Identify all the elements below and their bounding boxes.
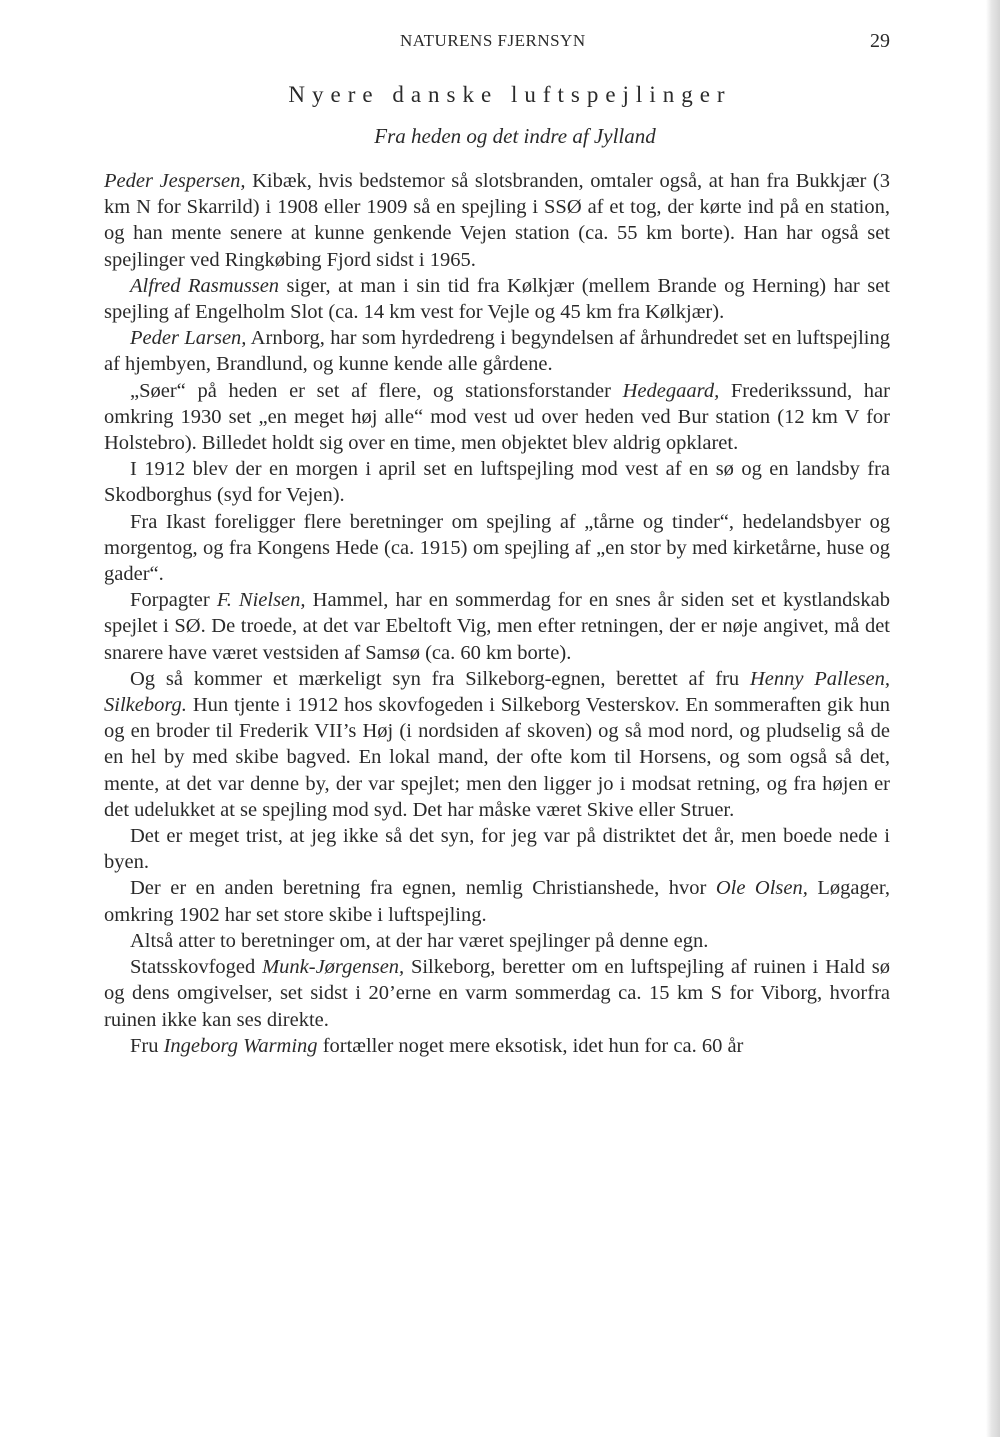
paragraph-text: Forpagter [130, 589, 217, 612]
paragraph-text: I 1912 blev der en morgen i april set en luftspejling mod vest af en sø og en landsby fra Skodborghus (syd for Vejen). [104, 458, 890, 507]
italic-name-text: Alfred Rasmussen [130, 274, 280, 297]
page-edge-shadow [986, 0, 1000, 1437]
paragraph-text: Hun tjente i 1912 hos skovfogeden i Silkeborg Vesterskov. En sommeraften gik hun og en broder til Frederik VII’s Høj (i nordsiden af skoven) og så mod nord, og pludselig så de en hel by med skibe bagved. En lokal mand, der ofte kom til Horsens, og som også så det, mente, at det var denne by, der var spejlet; men den ligger jo i modsat retning, og fra højen er det udelukket at se spejling mod syd. Det har måske været Skive eller Struer. [104, 694, 890, 821]
italic-name-text: Ole Olsen, [715, 877, 808, 900]
paragraph-text: Arnborg, har som hyrdedreng i begyndelsen af århundredet set en luftspejling af hjembyen, Brandlund, og kunne kende alle gårdene. [104, 327, 890, 376]
paragraph-text: Statsskovfoged [130, 956, 263, 979]
body-text [104, 168, 890, 1059]
paragraph [104, 456, 890, 508]
paragraph [104, 325, 890, 377]
paragraph [104, 875, 890, 927]
paragraph [104, 273, 890, 325]
paragraph-text: Fru [130, 1034, 164, 1057]
paragraph-text: Der er en anden beretning fra egnen, nemlig Christianshede, hvor [130, 877, 716, 900]
paragraph [104, 587, 890, 666]
paragraph [104, 928, 890, 954]
article-subtitle: Fra heden og det indre af Jylland [374, 124, 656, 148]
paragraph-text: „Søer“ på heden er set af flere, og stationsforstander [130, 379, 623, 402]
paragraph [104, 954, 890, 1033]
paragraph-text: Det er meget trist, at jeg ikke så det syn, for jeg var på distriktet det år, men boede nede i byen. [104, 825, 890, 874]
italic-name-text: Ingeborg Warming [163, 1034, 318, 1057]
paragraph-text: Altså atter to beretninger om, at der har været spejlinger på denne egn. [130, 929, 709, 952]
page-number: 29 [870, 30, 890, 52]
paragraph [104, 823, 890, 875]
paragraph [104, 168, 890, 273]
italic-name-text: Munk-Jørgensen, [262, 956, 405, 979]
article-title: Nyere danske luftspejlinger [288, 82, 732, 107]
italic-name-text: Peder Larsen, [130, 327, 247, 350]
italic-name-text: Henny Pallesen, Silkeborg. [104, 667, 891, 717]
italic-name-text: F. Nielsen, [216, 589, 306, 612]
paragraph-text: siger, at man i sin tid fra Kølkjær (mellem Brande og Herning) har set spejling af Engelholm Slot (ca. 14 km vest for Vejle og 45 km fra Kølkjær). [104, 274, 890, 324]
paragraph-text: Fra Ikast foreligger flere beretninger om spejling af „tårne og tinder“, hedelandsbyer og morgentog, og fra Kongens Hede (ca. 1915) om spejling af „en stor by med kirketårne, huse og gader“. [104, 510, 890, 586]
paragraph [104, 378, 890, 457]
paragraph-text: Kibæk, hvis bedstemor så slotsbranden, omtaler også, at han fra Bukkjær (3 km N for Skarrild) i 1908 eller 1909 så en spejling i SSØ af et tog, der kørte ind på en station, og han mente senere at kunne genkende Vejen station (ca. 55 km borte). Han har også set spejlinger ved Ringkøbing Fjord sidst i 1965. [104, 170, 890, 271]
paragraph-text: Frederikssund, har omkring 1930 set „en meget høj alle“ mod vest ud over heden ved Bur station (12 km V for Holstebro). Billedet holdt sig over en time, men objektet blev aldrig opklaret. [104, 379, 890, 455]
paragraph-text: Løgager, omkring 1902 har set store skibe i luftspejling. [104, 877, 891, 926]
italic-name-text: Peder Jespersen, [104, 170, 246, 192]
paragraph-text: Hammel, har en sommerdag for en snes år siden set et kystlandskab spejlet i SØ. De troede, at det var Ebeltoft Vig, men efter retningen, der er nøje angivet, må det snarere have været vestsiden af Samsø (ca. 60 km borte). [104, 589, 891, 664]
italic-name-text: Hedegaard, [622, 379, 720, 402]
paragraph-text: Silkeborg, beretter om en luftspejling af ruinen i Hald sø og dens omgivelser, set sidst i 20’erne en varm sommerdag ca. 15 km S for Viborg, hvorfra ruinen ikke kan ses direkte. [104, 956, 891, 1031]
paragraph [104, 1033, 890, 1059]
paragraph [104, 666, 890, 823]
paragraph-text: fortæller noget mere eksotisk, idet hun for ca. 60 år [317, 1034, 744, 1057]
running-head: NATURENS FJERNSYN [400, 31, 586, 50]
paragraph-text: Og så kommer et mærkeligt syn fra Silkeborg-egnen, berettet af fru [130, 667, 750, 690]
paragraph [104, 509, 890, 588]
